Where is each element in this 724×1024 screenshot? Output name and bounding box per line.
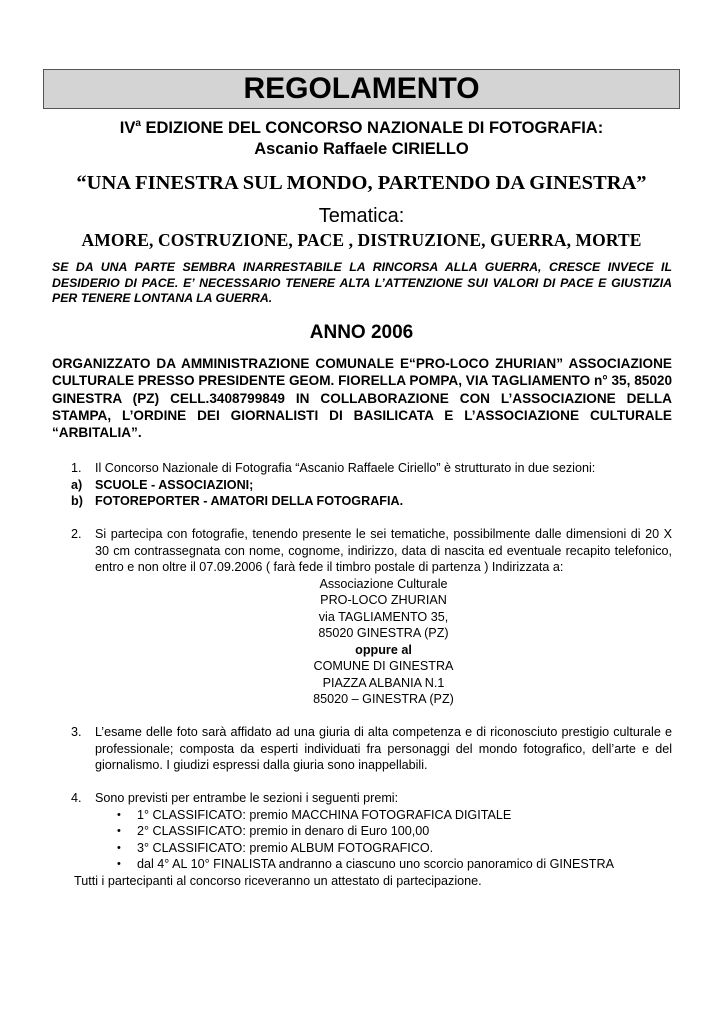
prize-text: 1° CLASSIFICATO: premio MACCHINA FOTOGRAFICA DIGITALE (137, 807, 512, 822)
edition-line (43, 118, 680, 139)
rules-list (52, 460, 672, 889)
address-line: 85020 – GINESTRA (PZ) (313, 692, 454, 706)
address-line: PIAZZA ALBANIA N.1 (322, 675, 445, 690)
rule-3 (52, 724, 672, 774)
rule-number: 3. (71, 725, 82, 739)
organizer-paragraph: ORGANIZZATO DA AMMINISTRAZIONE COMUNALE E“PRO-LOCO ZHURIAN” ASSOCIAZIONE CULTURALE PRESSO PRESIDENTE GEOM. FIORELLA POMPA, VIA TAGLIAMENTO n° 35, 85020 GINESTRA (PZ) CELL.3408799849 IN COLLABORAZIONE CON L’ASSOCIAZIONE DELLA STAMPA, L’ORDINE DEI GIORNALISTI DI BASILICATA E L’ASSOCIAZIONE CULTURALE “ARBITALIA”. (52, 356, 672, 441)
section-text: FOTOREPORTER - AMATORI DELLA FOTOGRAFIA. (95, 494, 404, 508)
prize-item (52, 856, 672, 873)
section-item (52, 493, 672, 510)
rule-number: 4. (71, 791, 82, 805)
prize-item (52, 840, 672, 857)
rule-2 (52, 526, 672, 576)
prize-item (52, 807, 672, 824)
edition-superscript: a (135, 118, 141, 129)
mailing-address (52, 576, 672, 708)
address-alternative-label: oppure al (355, 642, 412, 657)
address-line: via TAGLIAMENTO 35, (318, 609, 449, 624)
contest-motto: “UNA FINESTRA SUL MONDO, PARTENDO DA GINESTRA” (76, 172, 647, 194)
section-text: SCUOLE - ASSOCIAZIONI; (95, 477, 254, 492)
dedicated-to: Ascanio Raffaele CIRIELLO (254, 140, 469, 158)
rule-text: L’esame delle foto sarà affidato ad una giuria di alta competenza e di riconosciuto prestigio culturale e professionale; composta da esperti individuati fra personaggi del mondo fotografico, dell’arte e del giornalismo. I giudizi espressi dalla giuria sono inappellabili. (95, 725, 672, 772)
bullet-icon: • (117, 825, 121, 837)
closing-note: Tutti i partecipanti al concorso riceveranno un attestato di partecipazione. (74, 873, 482, 888)
rule-number: 1. (71, 461, 82, 475)
bullet-icon: • (117, 858, 121, 870)
section-letter: a) (71, 477, 83, 492)
section-item (52, 477, 672, 494)
prize-list (52, 807, 672, 873)
prize-item (52, 823, 672, 840)
rule-text: Il Concorso Nazionale di Fotografia “Ascanio Raffaele Ciriello” è strutturato in due sezioni: (95, 461, 596, 475)
address-line: Associazione Culturale (319, 576, 448, 591)
prize-text: 2° CLASSIFICATO: premio in denaro di Euro 100,00 (137, 824, 430, 838)
bullet-icon: • (117, 808, 121, 821)
bullet-icon: • (117, 841, 121, 854)
theme-list: AMORE, COSTRUZIONE, PACE , DISTRUZIONE, GUERRA, MORTE (81, 230, 642, 250)
document-title: REGOLAMENTO (43, 69, 680, 109)
prize-text: 3° CLASSIFICATO: premio ALBUM FOTOGRAFICO. (137, 840, 434, 855)
section-letter: b) (71, 494, 83, 508)
rule-number: 2. (71, 527, 82, 541)
edition-text: EDIZIONE DEL CONCORSO NAZIONALE DI FOTOGRAFIA: (140, 119, 604, 137)
year-heading: ANNO 2006 (309, 322, 414, 343)
address-line: 85020 GINESTRA (PZ) (318, 626, 449, 640)
address-line: PRO-LOCO ZHURIAN (320, 593, 447, 607)
edition-heading (43, 118, 680, 160)
rule-text: Sono previsti per entrambe le sezioni i seguenti premi: (95, 791, 399, 805)
prize-text: dal 4° AL 10° FINALISTA andranno a ciascuno uno scorcio panoramico di GINESTRA (137, 857, 614, 871)
address-line: COMUNE DI GINESTRA (313, 659, 454, 673)
rule-1 (52, 460, 672, 477)
rule-4 (52, 790, 672, 807)
rule-text: Si partecipa con fotografie, tenendo presente le sei tematiche, possibilmente dalle dimensioni di 20 X 30 cm contrassegnata con nome, cognome, indirizzo, data di nascita ed eventuale recapito telefonico, entro e non oltre il 07.09.2006 ( farà fede il timbro postale di partenza ) Indirizzata a: (95, 527, 672, 574)
intro-paragraph: SE DA UNA PARTE SEMBRA INARRESTABILE LA RINCORSA ALLA GUERRA, CRESCE INVECE IL DESIDERIO DI PACE. E’ NECESSARIO TENERE ALTA L’ATTENZIONE SUI VALORI DI PACE E GIUSTIZIA PER TENERE LONTANA LA GUERRA. (52, 260, 672, 305)
theme-label: Tematica: (318, 205, 405, 227)
edition-number: IV (119, 119, 136, 137)
